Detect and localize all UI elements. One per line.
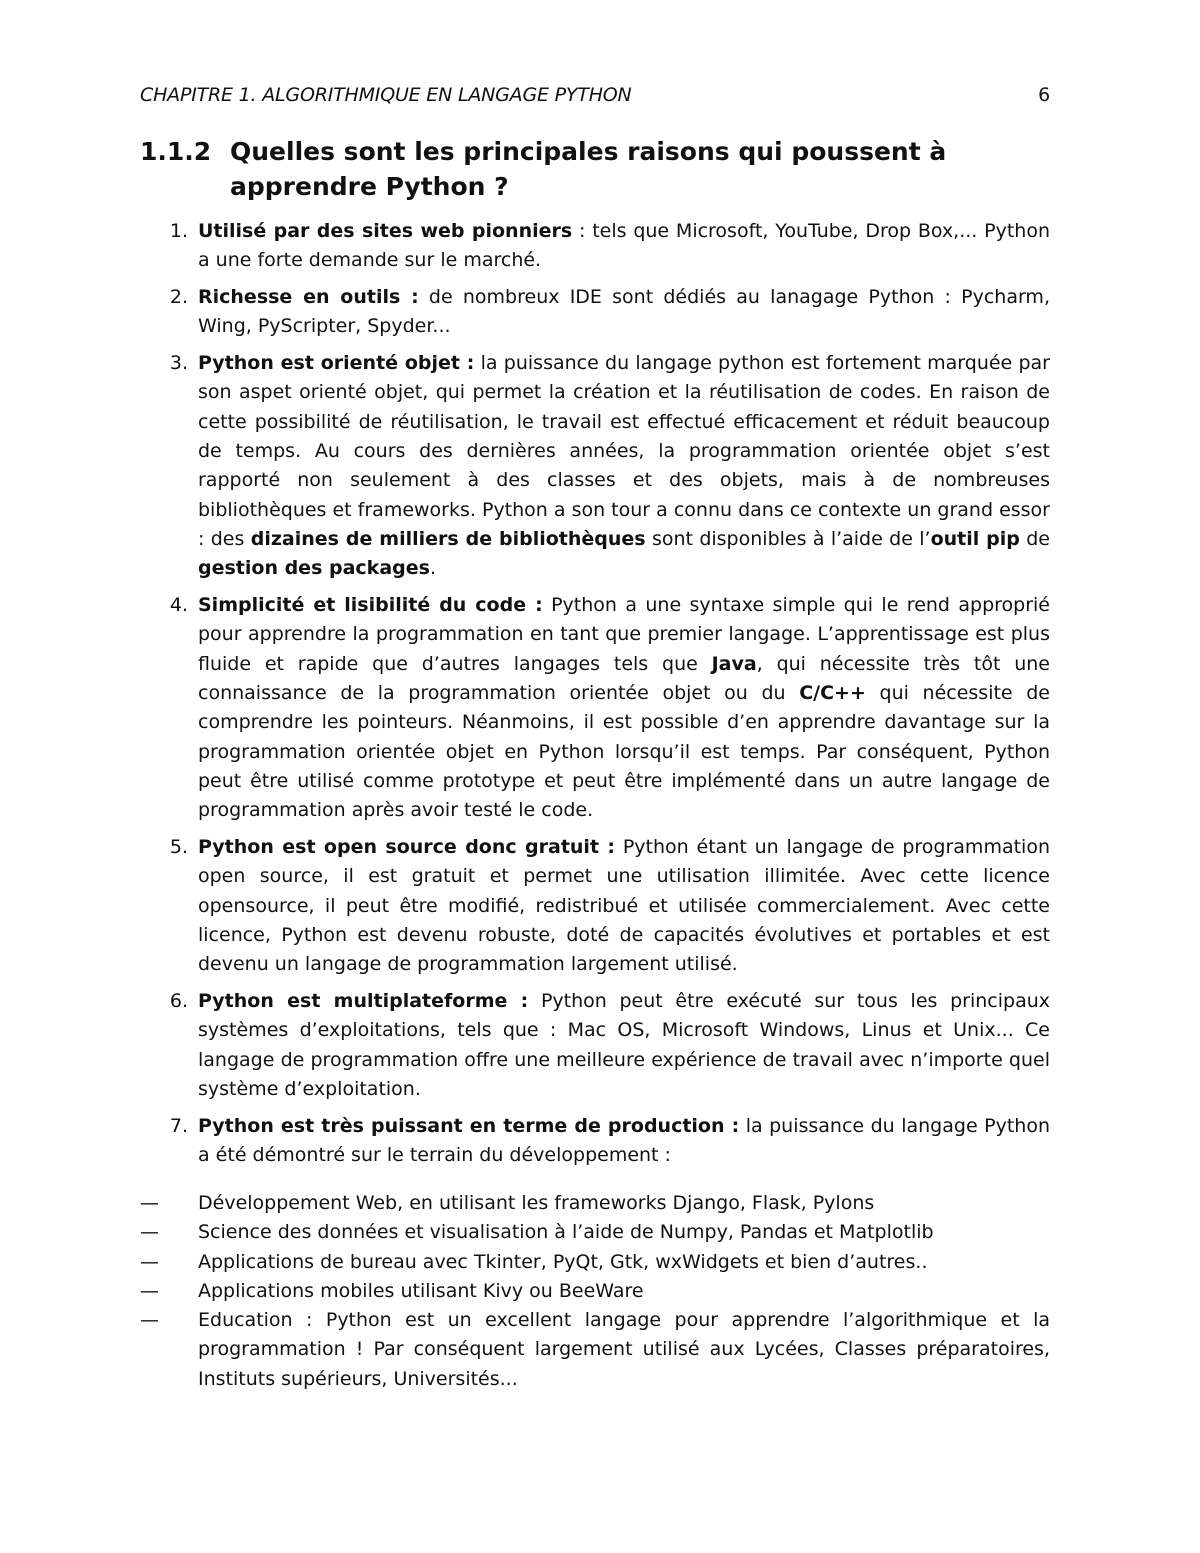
section-heading xyxy=(140,134,1050,204)
dash-item xyxy=(140,1306,1050,1394)
dash-list xyxy=(140,1189,1050,1394)
item-number: 4. xyxy=(169,594,188,617)
dash-text: Science des données et visualisation à l’aide de Numpy, Pandas et Matplotlib xyxy=(198,1221,934,1244)
dash-item xyxy=(140,1218,1050,1247)
item-emphasis: dizaines de milliers de bibliothèques xyxy=(250,527,646,550)
dash-text: Applications mobiles utilisant Kivy ou BeeWare xyxy=(198,1279,644,1302)
item-text: la puissance du langage python est fortement marquée par son aspet orienté objet, qui permet la création et la réutilisation de codes. En raison de cette possibilité de réutilisation, le travail est effectué efficacement et réduit beaucoup de temps. Au cours des dernières années, la programmation orientée objet s’est rapporté non seulement à des classes et des objets, mais à de nombreuses bibliothèques et frameworks. Python a son tour a connu dans ce contexte un grand essor : des xyxy=(198,352,1050,550)
section-title: Quelles sont les principales raisons qui poussent à apprendre Python ? xyxy=(230,137,947,201)
item-number: 2. xyxy=(169,286,188,309)
item-text: Python peut être exécuté sur tous les principaux systèmes d’exploitations, tels que : Mac OS, Microsoft Windows, Linus et Unix... Ce langage de programmation offre une meilleure expérience de travail avec n’importe quel système d’exploitation. xyxy=(198,989,1051,1100)
item-number: 5. xyxy=(169,835,188,858)
item-text: de xyxy=(1019,527,1050,550)
item-heading: Python est multiplateforme : xyxy=(198,989,529,1012)
item-text: Python étant un langage de programmation open source, il est gratuit et permet une utilisation illimitée. Avec cette licence opensource, il peut être modifié, redistribué et utilisée commercialement. Avec cette licence, Python est devenu robuste, doté de capacités évolutives et portables et est devenu un langage de programmation largement utilisé. xyxy=(198,835,1050,976)
item-heading: Simplicité et lisibilité du code : xyxy=(198,594,543,617)
numbered-list xyxy=(140,217,1050,1178)
dash-text: Développement Web, en utilisant les frameworks Django, Flask, Pylons xyxy=(198,1192,875,1214)
item-heading: Python est orienté objet : xyxy=(198,352,475,375)
dash-item xyxy=(140,1277,1050,1306)
dash-item xyxy=(140,1189,1050,1218)
item-text: Python a une syntaxe simple qui le rend approprié pour apprendre la programmation en tant que premier langage. L’apprentissage est plus fluide et rapide que d’autres langages tels que xyxy=(198,594,1050,675)
item-text: . xyxy=(429,557,436,580)
page-number: 6 xyxy=(1038,84,1050,106)
dash-marker: — xyxy=(140,1250,159,1273)
dash-text: Applications de bureau avec Tkinter, PyQt, Gtk, wxWidgets et bien d’autres.. xyxy=(198,1250,928,1273)
list-item xyxy=(140,833,1050,979)
item-text: , qui nécessite très tôt une connaissance de la programmation orientée objet ou du xyxy=(198,652,1050,704)
list-item xyxy=(140,591,1050,825)
section-number: 1.1.2 xyxy=(140,137,212,166)
list-item xyxy=(140,1112,1050,1171)
dash-text: Education : Python est un excellent langage pour apprendre l’algorithmique et la programmation ! Par conséquent largement utilisé aux Lycées, Classes préparatoires, Instituts supérieurs, Universités... xyxy=(198,1309,1050,1390)
dash-marker: — xyxy=(140,1279,159,1302)
item-text: qui nécessite de comprendre les pointeurs. Néanmoins, il est possible d’en apprendre davantage sur la programmation orientée objet en Python lorsqu’il est temps. Par conséquent, Python peut être utilisé comme prototype et peut être implémenté dans un autre langage de programmation après avoir testé le code. xyxy=(198,681,1050,822)
item-emphasis: Java xyxy=(711,652,757,675)
item-text: sont disponibles à l’aide de l’ xyxy=(645,527,931,550)
item-text: la puissance du langage Python a été démontré sur le terrain du développement : xyxy=(198,1114,1050,1166)
item-number: 6. xyxy=(169,989,188,1012)
item-number: 1. xyxy=(169,220,188,242)
dash-item xyxy=(140,1248,1050,1277)
chapter-title: CHAPITRE 1. ALGORITHMIQUE EN LANGAGE PYTHON xyxy=(140,84,632,106)
item-heading: Python est très puissant en terme de production : xyxy=(198,1114,740,1137)
item-number: 7. xyxy=(169,1114,188,1137)
running-header xyxy=(140,84,1050,106)
item-heading: Python est open source donc gratuit : xyxy=(198,835,616,858)
item-emphasis: gestion des packages xyxy=(198,557,430,580)
dash-marker: — xyxy=(140,1192,159,1214)
list-item xyxy=(140,987,1050,1104)
item-text: de nombreux IDE sont dédiés au lanagage Python : Pycharm, Wing, PyScripter, Spyder... xyxy=(198,286,1050,338)
dash-marker: — xyxy=(140,1221,159,1244)
item-heading: Richesse en outils : xyxy=(198,286,419,309)
item-heading: Utilisé par des sites web pionniers xyxy=(198,220,573,242)
item-emphasis: C/C++ xyxy=(799,681,866,704)
item-text: : tels que Microsoft, YouTube, Drop Box,... Python a une forte demande sur le marché. xyxy=(198,220,1051,272)
list-item xyxy=(140,283,1050,342)
item-emphasis: outil pip xyxy=(930,527,1020,550)
list-item xyxy=(140,349,1050,583)
dash-marker: — xyxy=(140,1309,159,1332)
item-number: 3. xyxy=(169,352,188,375)
list-item xyxy=(140,217,1050,276)
